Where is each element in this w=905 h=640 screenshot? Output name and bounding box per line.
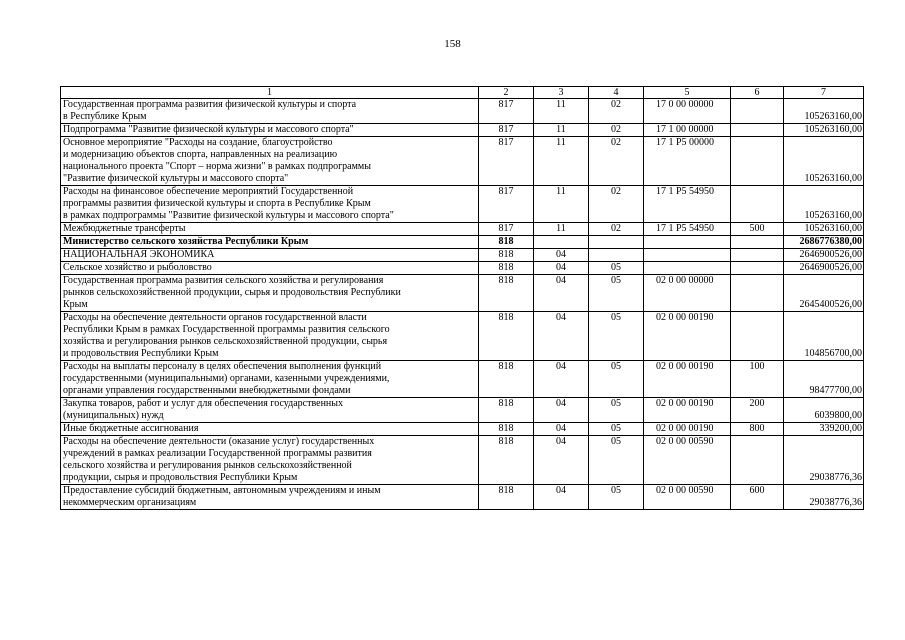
row-subsection-cell: 05 [589, 275, 644, 312]
row-expense-type-cell [731, 262, 784, 275]
row-section-cell: 11 [534, 223, 589, 236]
row-admin-code-cell: 817 [479, 186, 534, 223]
row-amount-cell: 2645400526,00 [784, 275, 864, 312]
row-amount-cell: 105263160,00 [784, 186, 864, 223]
header-col-4: 4 [589, 87, 644, 99]
row-amount-cell: 98477700,00 [784, 361, 864, 398]
row-section-cell: 04 [534, 312, 589, 361]
row-name-cell: Государственная программа развития физической культуры и спорта в Республике Крым [61, 99, 479, 124]
row-target-article-cell: 02 0 00 00190 [644, 312, 731, 361]
row-section-cell: 04 [534, 398, 589, 423]
row-section-cell: 04 [534, 436, 589, 485]
row-expense-type-cell [731, 312, 784, 361]
row-name-cell: Расходы на финансовое обеспечение мероприятий Государственной программы развития физической культуры и спорта в Республике Крым в рамках подпрограммы "Развитие физической культуры и массового спорта" [61, 186, 479, 223]
row-subsection-cell: 05 [589, 436, 644, 485]
row-target-article-cell: 02 0 00 00000 [644, 275, 731, 312]
row-name-cell: Закупка товаров, работ и услуг для обеспечения государственных (муниципальных) нужд [61, 398, 479, 423]
row-expense-type-cell [731, 99, 784, 124]
row-name-cell: Подпрограмма "Развитие физической культуры и массового спорта" [61, 124, 479, 137]
table-header-row [61, 87, 864, 99]
row-admin-code-cell: 818 [479, 262, 534, 275]
row-subsection-cell: 05 [589, 485, 644, 510]
table-row [61, 485, 864, 510]
table-row [61, 223, 864, 236]
row-name-cell: НАЦИОНАЛЬНАЯ ЭКОНОМИКА [61, 249, 479, 262]
row-expense-type-cell [731, 249, 784, 262]
row-section-cell: 04 [534, 361, 589, 398]
row-name-cell: Государственная программа развития сельского хозяйства и регулирования рынков сельскохозяйственной продукции, сырья и продовольствия Республики Крым [61, 275, 479, 312]
row-target-article-cell: 02 0 00 00190 [644, 398, 731, 423]
row-subsection-cell [589, 236, 644, 249]
row-subsection-cell: 02 [589, 124, 644, 137]
row-expense-type-cell [731, 124, 784, 137]
row-expense-type-cell: 600 [731, 485, 784, 510]
table-row [61, 137, 864, 186]
row-amount-cell: 6039800,00 [784, 398, 864, 423]
row-amount-cell: 105263160,00 [784, 99, 864, 124]
row-name-cell: Иные бюджетные ассигнования [61, 423, 479, 436]
row-subsection-cell: 02 [589, 223, 644, 236]
row-amount-cell: 29038776,36 [784, 485, 864, 510]
row-subsection-cell: 02 [589, 99, 644, 124]
table-row [61, 361, 864, 398]
row-target-article-cell: 17 1 00 00000 [644, 124, 731, 137]
table-row [61, 312, 864, 361]
row-name-cell: Сельское хозяйство и рыболовство [61, 262, 479, 275]
row-amount-cell: 105263160,00 [784, 137, 864, 186]
row-subsection-cell: 05 [589, 361, 644, 398]
row-admin-code-cell: 818 [479, 312, 534, 361]
row-section-cell: 04 [534, 262, 589, 275]
row-target-article-cell: 17 1 P5 54950 [644, 223, 731, 236]
row-target-article-cell: 02 0 00 00190 [644, 361, 731, 398]
row-expense-type-cell: 100 [731, 361, 784, 398]
row-section-cell: 04 [534, 485, 589, 510]
row-admin-code-cell: 818 [479, 275, 534, 312]
row-amount-cell: 105263160,00 [784, 124, 864, 137]
row-target-article-cell: 02 0 00 00590 [644, 485, 731, 510]
row-admin-code-cell: 818 [479, 236, 534, 249]
row-subsection-cell: 05 [589, 423, 644, 436]
header-col-3: 3 [534, 87, 589, 99]
row-name-cell: Межбюджетные трансферты [61, 223, 479, 236]
row-subsection-cell: 05 [589, 262, 644, 275]
budget-table [60, 86, 864, 510]
row-amount-cell: 104856700,00 [784, 312, 864, 361]
row-admin-code-cell: 818 [479, 436, 534, 485]
row-name-cell: Расходы на обеспечение деятельности (оказание услуг) государственных учреждений в рамках реализации Государственной программы развития сельского хозяйства и регулирования рынков сельскохозяйственной продукции, сырья и продовольствия Республики Крым [61, 436, 479, 485]
row-admin-code-cell: 818 [479, 361, 534, 398]
row-subsection-cell [589, 249, 644, 262]
row-section-cell: 11 [534, 186, 589, 223]
row-expense-type-cell: 800 [731, 423, 784, 436]
row-section-cell [534, 236, 589, 249]
row-admin-code-cell: 818 [479, 249, 534, 262]
table-row [61, 423, 864, 436]
row-amount-cell: 105263160,00 [784, 223, 864, 236]
row-subsection-cell: 02 [589, 137, 644, 186]
row-amount-cell: 2686776380,00 [784, 236, 864, 249]
table-row [61, 249, 864, 262]
row-target-article-cell [644, 236, 731, 249]
row-expense-type-cell [731, 436, 784, 485]
row-admin-code-cell: 817 [479, 99, 534, 124]
row-expense-type-cell [731, 137, 784, 186]
row-subsection-cell: 02 [589, 186, 644, 223]
row-target-article-cell [644, 249, 731, 262]
row-name-cell: Расходы на выплаты персоналу в целях обеспечения выполнения функций государственными (муниципальными) органами, казенными учреждениями, органами управления государственными внебюджетными фондами [61, 361, 479, 398]
header-col-1: 1 [61, 87, 479, 99]
row-admin-code-cell: 817 [479, 137, 534, 186]
header-col-5: 5 [644, 87, 731, 99]
row-section-cell: 04 [534, 249, 589, 262]
table-row [61, 436, 864, 485]
row-target-article-cell: 17 0 00 00000 [644, 99, 731, 124]
row-admin-code-cell: 817 [479, 124, 534, 137]
row-expense-type-cell [731, 275, 784, 312]
row-expense-type-cell [731, 186, 784, 223]
row-name-cell: Министерство сельского хозяйства Республики Крым [61, 236, 479, 249]
table-row [61, 236, 864, 249]
row-subsection-cell: 05 [589, 398, 644, 423]
row-admin-code-cell: 818 [479, 423, 534, 436]
page-number: 158 [444, 38, 461, 50]
row-target-article-cell: 02 0 00 00190 [644, 423, 731, 436]
row-amount-cell: 2646900526,00 [784, 262, 864, 275]
row-admin-code-cell: 817 [479, 223, 534, 236]
header-col-7: 7 [784, 87, 864, 99]
row-section-cell: 04 [534, 275, 589, 312]
row-section-cell: 11 [534, 99, 589, 124]
table-row [61, 124, 864, 137]
row-expense-type-cell: 200 [731, 398, 784, 423]
header-col-2: 2 [479, 87, 534, 99]
row-amount-cell: 339200,00 [784, 423, 864, 436]
row-section-cell: 11 [534, 124, 589, 137]
table-row [61, 186, 864, 223]
row-section-cell: 11 [534, 137, 589, 186]
row-name-cell: Основное мероприятие "Расходы на создание, благоустройство и модернизацию объектов спорта, направленных на реализацию национального проекта "Спорт – норма жизни" в рамках подпрограммы "Развитие физической культуры и массового спорта" [61, 137, 479, 186]
row-section-cell: 04 [534, 423, 589, 436]
row-target-article-cell: 02 0 00 00590 [644, 436, 731, 485]
table-row [61, 99, 864, 124]
table-row [61, 262, 864, 275]
row-target-article-cell: 17 1 P5 00000 [644, 137, 731, 186]
row-amount-cell: 2646900526,00 [784, 249, 864, 262]
row-name-cell: Предоставление субсидий бюджетным, автономным учреждениям и иным некоммерческим организациям [61, 485, 479, 510]
row-name-cell: Расходы на обеспечение деятельности органов государственной власти Республики Крым в рамках Государственной программы развития сельского хозяйства и регулирования рынков сельскохозяйственной продукции, сырья и продовольствия Республики Крым [61, 312, 479, 361]
row-expense-type-cell: 500 [731, 223, 784, 236]
header-col-6: 6 [731, 87, 784, 99]
table-row [61, 398, 864, 423]
row-admin-code-cell: 818 [479, 485, 534, 510]
row-admin-code-cell: 818 [479, 398, 534, 423]
row-expense-type-cell [731, 236, 784, 249]
row-target-article-cell [644, 262, 731, 275]
table-row [61, 275, 864, 312]
row-amount-cell: 29038776,36 [784, 436, 864, 485]
row-subsection-cell: 05 [589, 312, 644, 361]
row-target-article-cell: 17 1 P5 54950 [644, 186, 731, 223]
